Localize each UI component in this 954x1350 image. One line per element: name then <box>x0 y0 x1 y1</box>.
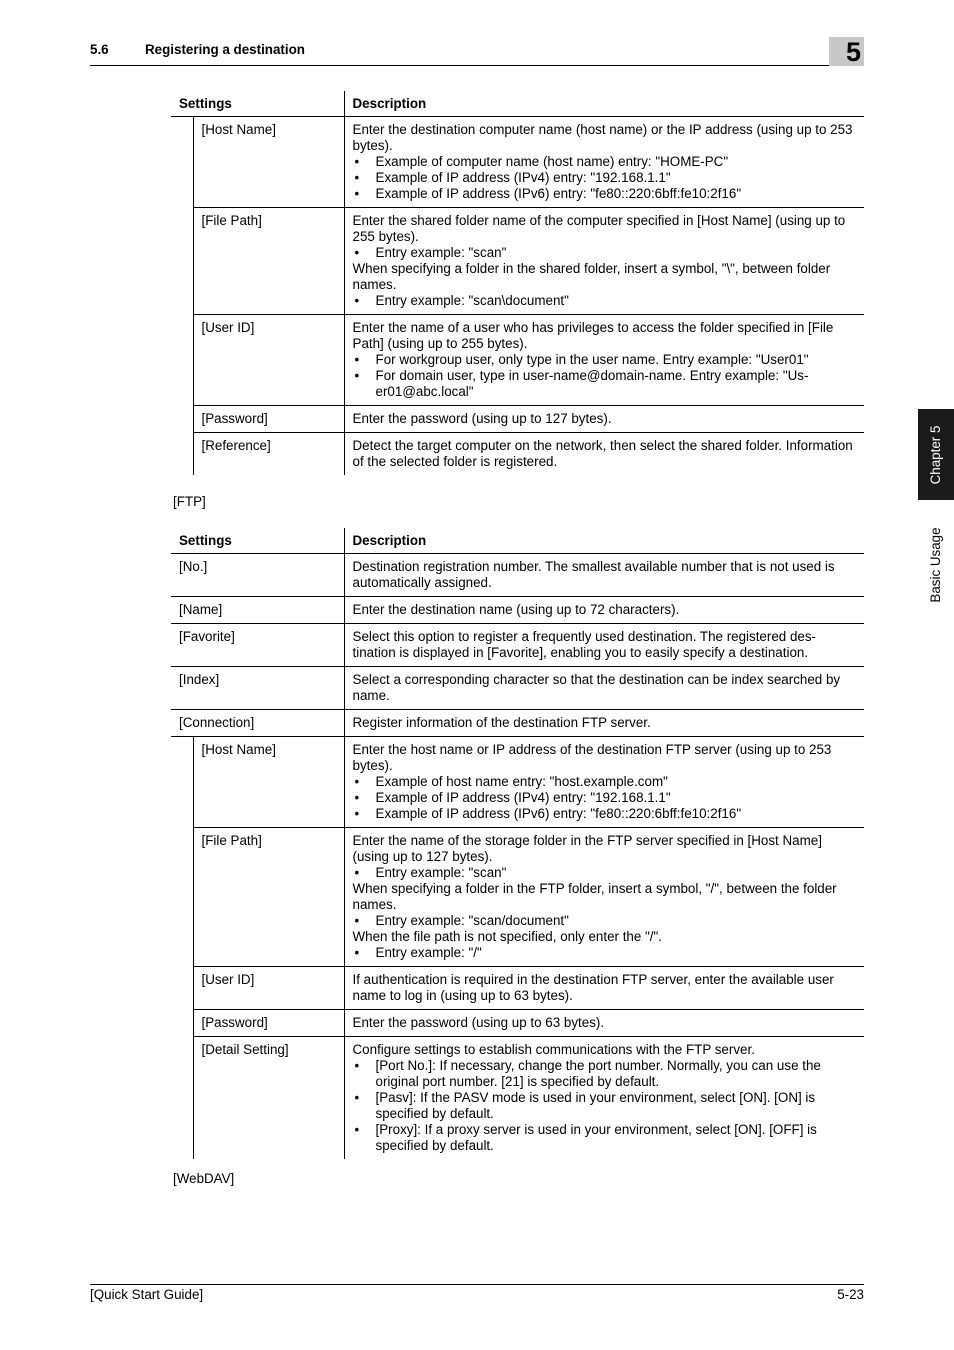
chapter-tab-label: Chapter 5 <box>928 425 943 484</box>
table-row <box>171 406 864 433</box>
table-row <box>171 597 864 624</box>
footer-guide-title: [Quick Start Guide] <box>90 1287 204 1302</box>
description-text: Enter the password (using up to 127 bytes). <box>352 411 612 426</box>
setting-name: [Reference] <box>193 433 344 476</box>
chapter-number: 5 <box>845 37 861 67</box>
table-row <box>171 208 864 315</box>
table-header-row <box>171 91 864 117</box>
bullet-list <box>353 913 857 929</box>
setting-description <box>344 315 864 406</box>
table-row <box>171 737 864 828</box>
bullet-list <box>353 293 857 309</box>
setting-description <box>344 1010 864 1037</box>
table-header-row <box>171 528 864 554</box>
setting-description <box>344 208 864 315</box>
table-row <box>171 828 864 967</box>
indent-cell <box>171 117 193 208</box>
indent-cell <box>171 315 193 406</box>
setting-name: [Password] <box>193 406 344 433</box>
page-header <box>90 42 864 66</box>
indent-cell <box>171 737 193 828</box>
setting-name: [User ID] <box>193 967 344 1010</box>
description-text: Select a corresponding character so that the destination can be index searched by name. <box>352 672 841 703</box>
description-text: Enter the name of a user who has privileges to access the folder specified in [File Path] (using up to 255 bytes). <box>352 320 834 351</box>
description-text: Enter the host name or IP address of the destination FTP server (using up to 253 bytes). <box>352 742 832 773</box>
description-text: Enter the destination name (using up to 72 characters). <box>352 602 680 617</box>
setting-description <box>344 433 864 476</box>
indent-cell <box>171 967 193 1010</box>
setting-name: [Host Name] <box>193 737 344 828</box>
setting-name: [Favorite] <box>171 624 344 667</box>
setting-name: [Connection] <box>171 710 344 737</box>
setting-name: [File Path] <box>193 208 344 315</box>
indent-cell <box>171 208 193 315</box>
setting-name: [Host Name] <box>193 117 344 208</box>
bullet-list <box>353 154 857 202</box>
description-text: Destination registration number. The smallest available number that is not used is automatically assigned. <box>352 559 835 590</box>
description-text: Register information of the destination FTP server. <box>352 715 651 730</box>
indent-cell <box>171 1037 193 1160</box>
indent-cell <box>171 433 193 476</box>
bullet-item: • [Pasv]: If the PASV mode is used in your environment, select [ON]. [ON] is specified by default. <box>353 1090 857 1122</box>
bullet-item: • Example of IP address (IPv4) entry: "192.168.1.1" <box>353 170 857 186</box>
setting-description <box>344 597 864 624</box>
bullet-item: • Entry example: "scan" <box>353 865 857 881</box>
description-text: If authentication is required in the destination FTP server, enter the available user name to log in (using up to 63 bytes). <box>352 972 834 1003</box>
page-number: 5-23 <box>837 1287 864 1302</box>
bullet-item: • Example of IP address (IPv6) entry: "fe80::220:6bff:fe10:2f16" <box>353 806 857 822</box>
bullet-list <box>353 245 857 261</box>
settings-header: Settings <box>171 528 344 554</box>
setting-description <box>344 624 864 667</box>
table-row <box>171 117 864 208</box>
chapter-side-tab <box>918 409 954 500</box>
table-row <box>171 1037 864 1160</box>
setting-name: [No.] <box>171 554 344 597</box>
setting-name: [Password] <box>193 1010 344 1037</box>
table-row <box>171 710 864 737</box>
chapter-number-box <box>829 37 864 66</box>
setting-description <box>344 828 864 967</box>
description-text: Configure settings to establish communications with the FTP server. <box>352 1042 755 1057</box>
bullet-list <box>353 774 857 822</box>
bullet-list <box>353 1058 857 1154</box>
bullet-item: • For workgroup user, only type in the user name. Entry example: "User01" <box>353 352 857 368</box>
bullet-item: • [Proxy]: If a proxy server is used in your environment, select [ON]. [OFF] is specified by default. <box>353 1122 857 1154</box>
bullet-item: • Entry example: "scan/document" <box>353 913 857 929</box>
settings-header: Settings <box>171 91 344 117</box>
section-title: Registering a destination <box>145 42 305 57</box>
table-row <box>171 433 864 476</box>
setting-name: [Detail Setting] <box>193 1037 344 1160</box>
bullet-item: • Example of IP address (IPv4) entry: "192.168.1.1" <box>353 790 857 806</box>
bullet-item: • For domain user, type in user-name@domain-name. Entry example: "Us-er01@abc.local" <box>353 368 857 400</box>
bullet-item: • [Port No.]: If necessary, change the port number. Normally, you can use the original port number. [21] is specified by default. <box>353 1058 857 1090</box>
table-row <box>171 667 864 710</box>
bullet-item: • Example of IP address (IPv6) entry: "fe80::220:6bff:fe10:2f16" <box>353 186 857 202</box>
table-row <box>171 1010 864 1037</box>
bullet-item: • Entry example: "scan" <box>353 245 857 261</box>
table-row <box>171 315 864 406</box>
description-header: Description <box>344 91 864 117</box>
setting-description <box>344 117 864 208</box>
description-text: Enter the shared folder name of the computer specified in [Host Name] (using up to 255 bytes). <box>352 213 846 244</box>
description-text: When specifying a folder in the shared folder, insert a symbol, "\", between folder names. <box>352 261 831 292</box>
section-tab-label: Basic Usage <box>928 527 943 603</box>
description-text: Enter the password (using up to 63 bytes). <box>352 1015 605 1030</box>
description-text: Enter the name of the storage folder in the FTP server specified in [Host Name] (using up to 127 bytes). <box>352 833 822 864</box>
bullet-item: • Entry example: "/" <box>353 945 857 961</box>
ftp-label: [FTP] <box>173 494 206 509</box>
bullet-item: • Entry example: "scan\document" <box>353 293 857 309</box>
table-row <box>171 967 864 1010</box>
indent-cell <box>171 828 193 967</box>
bullet-list <box>353 945 857 961</box>
table-row <box>171 624 864 667</box>
setting-description <box>344 1037 864 1160</box>
indent-cell <box>171 1010 193 1037</box>
bullet-item: • Example of host name entry: "host.example.com" <box>353 774 857 790</box>
page-footer <box>90 1284 864 1302</box>
description-text: Enter the destination computer name (host name) or the IP address (using up to 253 bytes). <box>352 122 853 153</box>
setting-description <box>344 667 864 710</box>
section-number: 5.6 <box>90 42 109 57</box>
setting-name: [Index] <box>171 667 344 710</box>
setting-description <box>344 737 864 828</box>
description-header: Description <box>344 528 864 554</box>
table-row <box>171 554 864 597</box>
setting-name: [Name] <box>171 597 344 624</box>
setting-name: [File Path] <box>193 828 344 967</box>
description-text: Select this option to register a frequently used destination. The registered des-tination is displayed in [Favorite], enabling you to easily specify a destination. <box>352 629 817 660</box>
settings-table-smb <box>171 91 864 475</box>
description-text: Detect the target computer on the network, then select the shared folder. Information of the selected folder is registered. <box>352 438 853 469</box>
bullet-list <box>353 865 857 881</box>
indent-cell <box>171 406 193 433</box>
setting-description <box>344 967 864 1010</box>
description-text: When specifying a folder in the FTP folder, insert a symbol, "/", between the folder names. <box>352 881 837 912</box>
setting-name: [User ID] <box>193 315 344 406</box>
setting-description <box>344 554 864 597</box>
bullet-list <box>353 352 857 400</box>
webdav-label: [WebDAV] <box>173 1171 235 1186</box>
settings-table-ftp <box>171 528 864 1159</box>
bullet-item: • Example of computer name (host name) entry: "HOME-PC" <box>353 154 857 170</box>
setting-description <box>344 406 864 433</box>
section-side-tab <box>918 505 954 625</box>
setting-description <box>344 710 864 737</box>
description-text: When the file path is not specified, only enter the "/". <box>352 929 662 944</box>
